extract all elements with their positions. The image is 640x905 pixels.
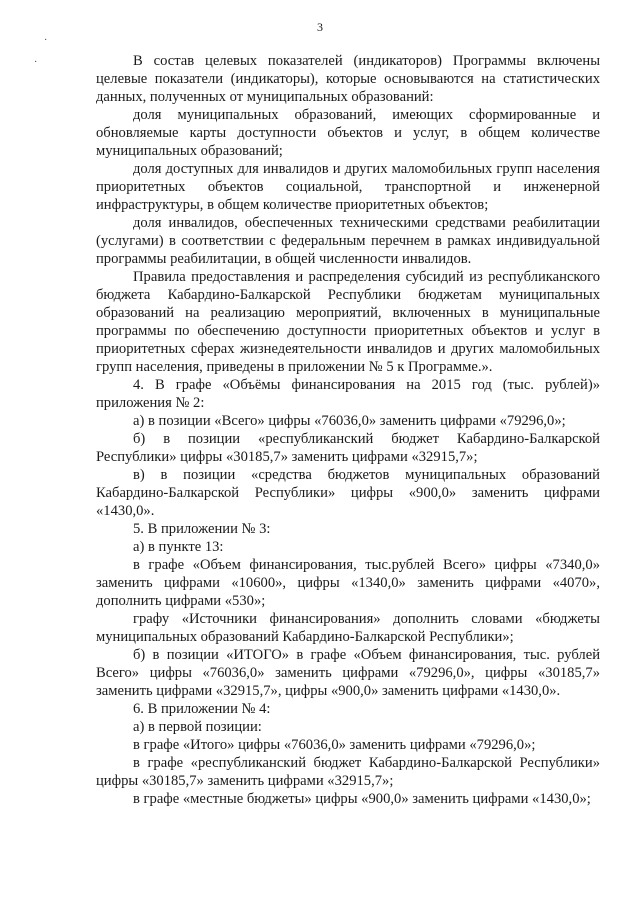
paragraph-item-6: 6. В приложении № 4: [133,701,271,717]
paragraph-item-4c: в) в позиции «средства бюджетов муниципальных образований Кабардино-Балкарской Республики» цифры «900,0» заменить цифрами «1430,0». [96,467,600,519]
paragraph-item-6a: а) в первой позиции: [133,719,262,735]
paragraph-item-6a-total: в графе «Итого» цифры «76036,0» заменить цифрами «79296,0»; [133,737,536,753]
paragraph-intro: В состав целевых показателей (индикаторов) Программы включены целевые показатели (индикаторы), которые основываются на статистических данных, полученных от муниципальных образований: [96,53,600,105]
paragraph-item-5: 5. В приложении № 3: [133,521,271,537]
paragraph-item-4b: б) в позиции «республиканский бюджет Кабардино-Балкарской Республики» цифры «30185,7» заменить цифрами «32915,7»; [96,431,600,465]
paragraph-item-6a-local-budgets: в графе «местные бюджеты» цифры «900,0» заменить цифрами «1430,0»; [133,791,591,807]
paragraph-item-6a-republic-budget: в графе «республиканский бюджет Кабардино-Балкарской Республики» цифры «30185,7» заменить цифрами «32915,7»; [96,755,600,789]
paragraph-item-5b: б) в позиции «ИТОГО» в графе «Объем финансирования, тыс. рублей Всего» цифры «76036,0» заменить цифрами «79296,0», цифры «30185,7» заменить цифрами «32915,7», цифры «900,0» заменить цифрами «1430,0». [96,647,600,699]
paragraph-item-5a-funding: в графе «Объем финансирования, тыс.рублей Всего» цифры «7340,0» заменить цифрами «10600», цифры «1340,0» заменить цифрами «4070», дополнить цифрами «530»; [96,557,600,609]
paragraph-item-4a: а) в позиции «Всего» цифры «76036,0» заменить цифрами «79296,0»; [133,413,566,429]
paragraph-indicator-maps: доля муниципальных образований, имеющих сформированные и обновляемые карты доступности объектов и услуг, в общем количестве муниципальных образований; [96,107,600,159]
paragraph-subsidy-rules: Правила предоставления и распределения субсидий из республиканского бюджета Кабардино-Балкарской Республики бюджетам муниципальных образований на реализацию мероприятий, включенных в муниципальные программы по обеспечению доступности приоритетных объектов и услуг в приоритетных сферах жизнедеятельности инвалидов и других маломобильных групп населения, приведены в приложении № 5 к Программе.». [96,269,600,375]
paragraph-item-5a: а) в пункте 13: [133,539,224,555]
paragraph-item-5a-sources: графу «Источники финансирования» дополнить словами «бюджеты муниципальных образований Кабардино-Балкарской Республики»; [96,611,600,645]
paragraph-indicator-rehabilitation: доля инвалидов, обеспеченных техническими средствами реабилитации (услугами) в соответствии с федеральным перечнем в рамках индивидуальной программы реабилитации, в общей численности инвалидов. [96,215,600,267]
page-number: 3 [317,20,323,34]
scan-speck-1: · [44,35,48,46]
paragraph-indicator-accessible-objects: доля доступных для инвалидов и других маломобильных групп населения приоритетных объектов социальной, транспортной и инженерной инфраструктуры, в общем количестве приоритетных объектов; [96,161,600,213]
scan-speck-2: · [34,57,38,68]
document-body [96,52,600,808]
paragraph-item-4: 4. В графе «Объёмы финансирования на 2015 год (тыс. рублей)» приложения № 2: [96,377,600,411]
